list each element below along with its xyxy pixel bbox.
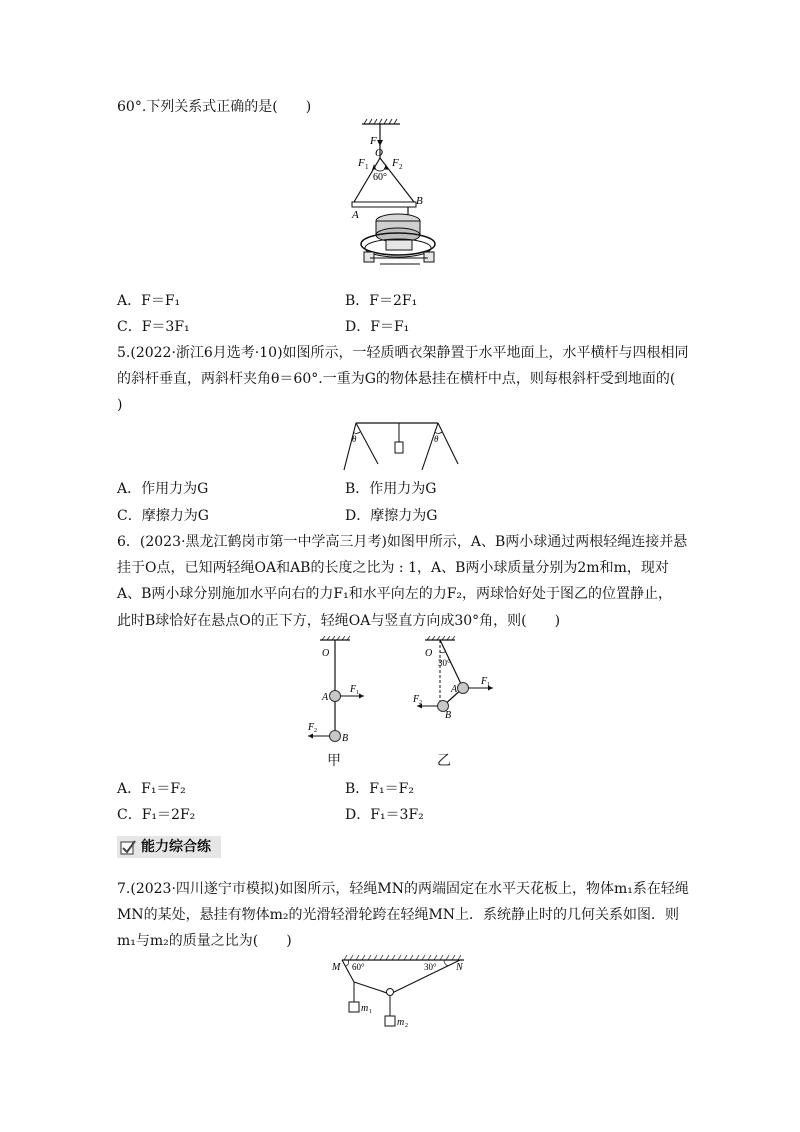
q6-line2: 挂于O点，已知两轻绳OA和AB的长度之比为 : 1，A、B两小球质量分别为2m和m，现对 — [117, 560, 669, 576]
q6-jia-label-F1: F — [350, 684, 357, 695]
q6-yi-label-A: A — [451, 684, 458, 695]
q7-label-m1: m — [361, 1003, 369, 1014]
q7-line3: m₁与m₂的质量之比为( ) — [117, 933, 292, 949]
q4-figure-hanger — [340, 118, 465, 278]
q4-label-F1-sub: 1 — [365, 163, 369, 171]
q4-label-B: B — [416, 195, 423, 207]
q6-option-b: B．F₁＝F₂ — [345, 781, 414, 797]
section-title: 能力综合练 — [141, 839, 211, 855]
q4-label-F2-sub: 2 — [399, 163, 403, 171]
q6-yi-label-F1: F — [481, 676, 488, 687]
q6-line1: 6．(2023·黑龙江鹤岗市第一中学高三月考)如图甲所示，A、B两小球通过两根轻绳连接并悬 — [117, 534, 688, 550]
q5-option-c: C．摩擦力为G — [117, 508, 209, 524]
q4-label-F2: F — [392, 157, 399, 169]
q6-option-c: C．F₁＝2F₂ — [117, 807, 196, 823]
q4-option-a: A．F＝F₁ — [117, 293, 181, 309]
q4-option-d: D．F＝F₁ — [345, 319, 410, 335]
q5-line1: 5.(2022·浙江6月选考·10)如图所示，一轻质晒衣架静置于水平地面上，水平横杆与四根相同 — [117, 345, 689, 361]
q6-figure-yi — [405, 636, 505, 726]
q6-option-d: D．F₁＝3F₂ — [345, 807, 424, 823]
q7-label-M: M — [332, 962, 341, 973]
q6-yi-label-F1-sub: 1 — [487, 682, 490, 688]
q5-option-d: D．摩擦力为G — [345, 508, 438, 524]
q4-label-A: A — [352, 209, 359, 221]
q5-theta-left: θ — [352, 434, 357, 444]
q7-label-N: N — [456, 962, 463, 973]
q7-label-60: 60° — [352, 962, 365, 972]
q7-figure-pulley — [328, 954, 473, 1034]
q6-jia-label-F1-sub: 1 — [356, 690, 359, 696]
q6-yi-label-F2: F — [413, 694, 420, 705]
q5-figure-clothes-rack — [338, 420, 463, 472]
q5-option-a: A．作用力为G — [117, 481, 209, 497]
q4-label-F: F — [370, 135, 377, 147]
q5-line2: 的斜杆垂直，两斜杆夹角θ＝60°.一重为G的物体悬挂在横杆中点，则每根斜杆受到地面的( — [117, 371, 676, 387]
q4-option-b: B．F＝2F₁ — [345, 293, 418, 309]
q6-caption-yi: 乙 — [437, 753, 451, 769]
q4-label-angle: 60° — [373, 172, 387, 183]
q6-caption-jia: 甲 — [327, 753, 341, 769]
q6-line3: A、B两小球分别施加水平向右的力F₁和水平向左的力F₂，两球恰好处于图乙的位置静止， — [117, 586, 673, 602]
q7-label-m2: m — [397, 1017, 405, 1028]
section-header — [117, 836, 221, 858]
q6-yi-label-F2-sub: 2 — [419, 700, 422, 706]
q7-line2: MN的某处，悬挂有物体m₂的光滑轻滑轮跨在轻绳MN上．系统静止时的几何关系如图．则 — [117, 907, 680, 923]
q6-yi-label-O: O — [425, 648, 433, 659]
q7-line1: 7.(2023·四川遂宁市模拟)如图所示，轻绳MN的两端固定在水平天花板上，物体m₁系在轻绳 — [117, 881, 689, 897]
q6-jia-label-F2: F — [308, 722, 315, 733]
q4-label-O: O — [375, 147, 383, 159]
q6-jia-label-O: O — [322, 648, 330, 659]
q6-option-a: A．F₁＝F₂ — [117, 781, 186, 797]
q5-theta-right: θ — [434, 434, 439, 444]
q7-label-m1-sub: 1 — [369, 1009, 372, 1015]
checkbox-icon — [120, 839, 136, 855]
q6-line4: 此时B球恰好在悬点O的正下方，轻绳OA与竖直方向成30°角，则( ) — [117, 613, 561, 629]
q5-line3: ) — [117, 397, 123, 413]
q6-jia-label-F2-sub: 2 — [314, 728, 317, 734]
q7-label-30: 30° — [424, 962, 437, 972]
q6-jia-label-A: A — [322, 692, 329, 703]
q6-yi-label-B: B — [445, 710, 452, 721]
q7-label-m2-sub: 2 — [405, 1023, 408, 1029]
q4-label-F1: F — [358, 157, 365, 169]
q6-yi-label-angle: 30° — [438, 658, 451, 668]
q6-figure-jia — [300, 636, 380, 756]
q4-intro: 60°.下列关系式正确的是( ) — [117, 99, 312, 115]
q6-jia-label-B: B — [342, 733, 349, 744]
q5-option-b: B．作用力为G — [345, 481, 437, 497]
q4-option-c: C．F＝3F₁ — [117, 319, 190, 335]
